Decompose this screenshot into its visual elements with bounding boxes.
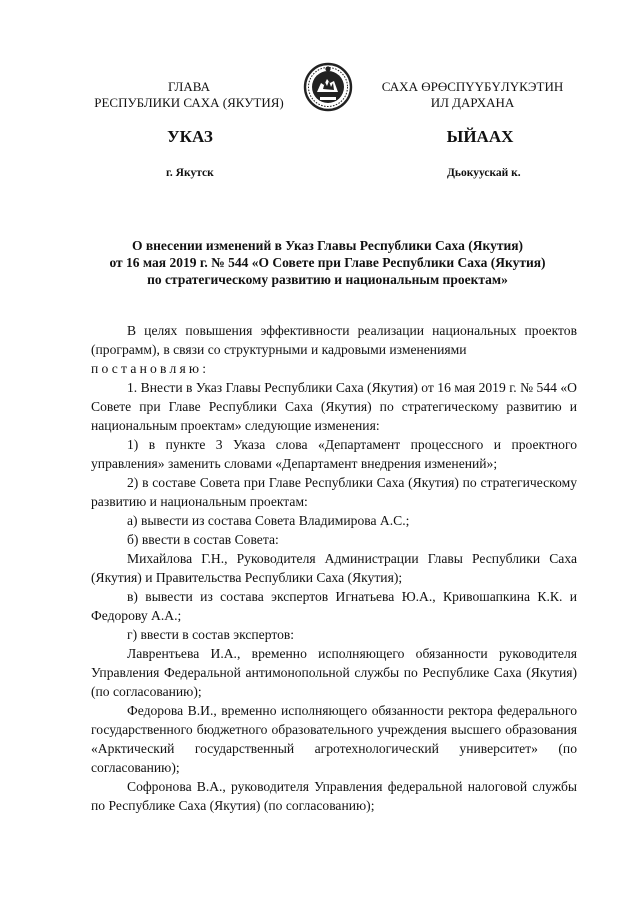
- issuer-sakha: [355, 79, 590, 111]
- doc-type-sakha: ЫЙААХ: [446, 127, 514, 146]
- city-ru: г. Якутск: [166, 167, 214, 179]
- expert-3-paragraph: Софронова В.А., руководителя Управления федеральной налоговой службы по Республике Саха (Якутия) (по согласованию);: [91, 779, 577, 813]
- preamble-paragraph: В целях повышения эффективности реализации национальных проектов (программ), в связи со структурными и кадровыми изменениями: [91, 323, 577, 357]
- subitem-g-paragraph: г) ввести в состав экспертов:: [127, 627, 295, 642]
- title-line-2: от 16 мая 2019 г. № 544 «О Совете при Главе Республики Саха (Якутия): [109, 255, 546, 270]
- expert-1-paragraph: Лаврентьева И.А., временно исполняющего обязанности руководителя Управления Федеральной антимонопольной службы по Республике Саха (Якутия) (по согласованию);: [91, 646, 577, 699]
- title-line-1: О внесении изменений в Указ Главы Республики Саха (Якутия): [131, 238, 524, 253]
- subitem-1-paragraph: 1) в пункте 3 Указа слова «Департамент процессного и проектного управления» заменить словами «Департамент внедрения изменений»;: [91, 437, 577, 471]
- decree-word: постановляю:: [91, 361, 210, 376]
- item-1-paragraph: 1. Внести в Указ Главы Республики Саха (Якутия) от 16 мая 2019 г. № 544 «О Совете при Главе Республики Саха (Якутия) по стратегическому развитию и национальным проектам» следующие изменения:: [91, 380, 577, 433]
- subitem-v-paragraph: в) вывести из состава экспертов Игнатьева Ю.А., Кривошапкина К.К. и Федорову А.А.;: [91, 589, 577, 623]
- document-body: [91, 321, 577, 815]
- title-line-3: по стратегическому развитию и национальным проектам»: [147, 272, 508, 287]
- subitem-b-paragraph: б) ввести в состав Совета:: [127, 532, 279, 547]
- issuer-ru-line1: ГЛАВА: [168, 79, 210, 94]
- subitem-2-paragraph: 2) в составе Совета при Главе Республики Саха (Якутия) по стратегическому развитию и национальным проектам:: [91, 475, 577, 509]
- council-member-paragraph: Михайлова Г.Н., Руководителя Администрации Главы Республики Саха (Якутия) и Правительства Республики Саха (Якутия);: [91, 551, 577, 585]
- issuer-sakha-line2: ИЛ ДАРХАНА: [430, 95, 515, 110]
- sakha-republic-coat-of-arms-icon: [303, 59, 353, 115]
- document-title: [80, 237, 575, 288]
- city-sakha: Дьокуускай к.: [447, 167, 521, 179]
- expert-2-paragraph: Федорова В.И., временно исполняющего обязанности ректора федерального государственного бюджетного образовательного учреждения высшего образования «Арктический государственный агротехнологический университет» (по согласованию);: [91, 703, 577, 775]
- doc-type-ru: УКАЗ: [167, 127, 213, 146]
- issuer-sakha-line1: САХА ӨРӨСПҮҮБҮЛҮКЭТИН: [381, 79, 564, 94]
- issuer-ru-line2: РЕСПУБЛИКИ САХА (ЯКУТИЯ): [94, 95, 284, 110]
- subitem-a-paragraph: а) вывести из состава Совета Владимирова А.С.;: [127, 513, 410, 528]
- issuer-ru: [78, 79, 300, 111]
